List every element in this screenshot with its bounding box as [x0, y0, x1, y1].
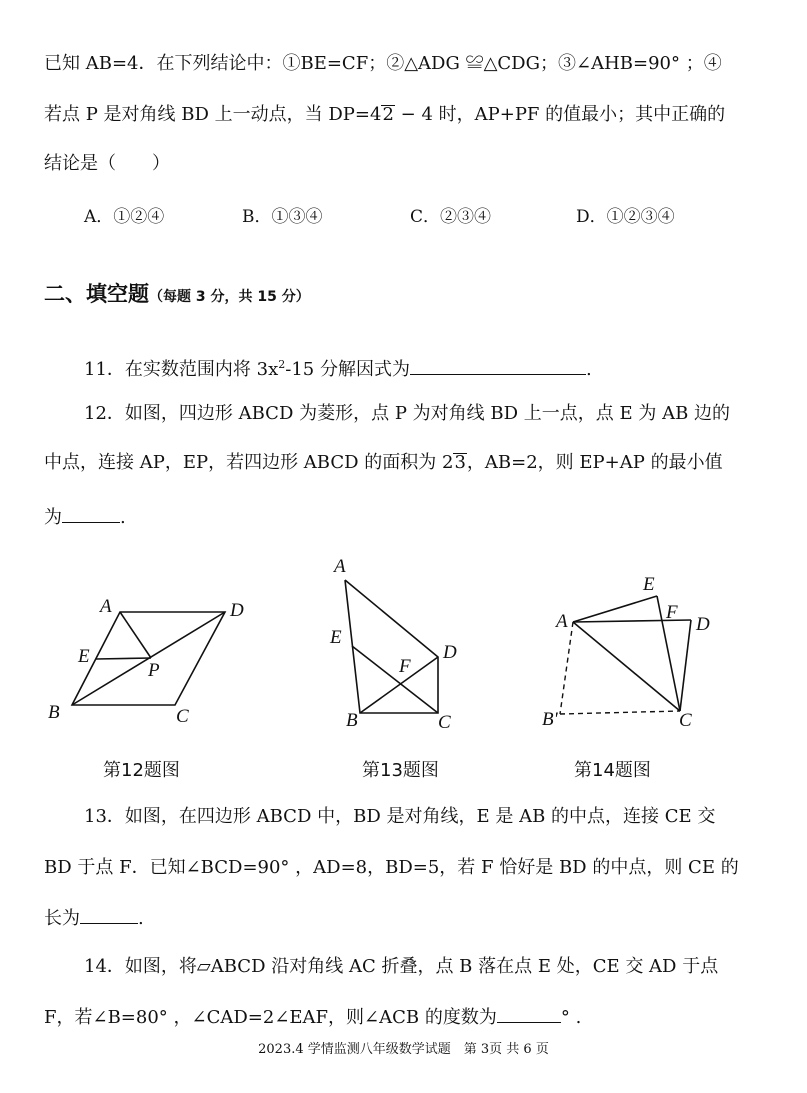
fig13-label-a: A: [334, 556, 346, 577]
figure-12: [72, 612, 225, 705]
page-footer: 2023.4 学情监测八年级数学试题 第 3页 共 6 页: [258, 1042, 549, 1057]
fig13-label-d: D: [443, 642, 457, 663]
caption-fig13: 第13题图: [362, 760, 439, 781]
q11-text-b: -15 分解因式为: [285, 359, 410, 380]
q12-answer-blank[interactable]: [62, 504, 120, 523]
q14-line2: [44, 1004, 581, 1030]
option-c[interactable]: C．②③④: [410, 207, 492, 227]
q13-line2: BD 于点 F．已知∠BCD=90° ，AD=8，BD=5，若 F 恰好是 BD 的中点，则 CE 的: [44, 857, 739, 878]
q10-line1: 已知 AB=4．在下列结论中：①BE=CF；②△ADG ≌△CDG；③∠AHB=90° ；④: [44, 53, 722, 74]
option-d[interactable]: D．①②③④: [576, 207, 675, 227]
fig12-label-b: B: [48, 702, 60, 723]
option-a[interactable]: A．①②④: [84, 207, 165, 227]
q13-line3: [44, 905, 144, 931]
q13-answer-blank[interactable]: [80, 905, 138, 924]
section-heading: [44, 278, 310, 308]
q14-line1: 14．如图，将▱ABCD 沿对角线 AC 折叠，点 B 落在点 E 处，CE 交 AD 于点: [84, 956, 719, 977]
q13-line3-text: 长为: [44, 908, 80, 929]
fig14-label-f: F: [666, 602, 678, 623]
fig12-label-e: E: [78, 646, 90, 667]
fig14-label-e: E: [643, 574, 655, 595]
q13-line1: 13．如图，在四边形 ABCD 中，BD 是对角线，E 是 AB 的中点，连接 CE 交: [84, 806, 716, 827]
caption-fig12: 第12题图: [103, 760, 180, 781]
q14-answer-blank[interactable]: [497, 1004, 561, 1023]
section-note: （每题 3 分，共 15 分）: [149, 289, 310, 305]
q11-superscript: 2: [278, 358, 286, 371]
fig13-label-f: F: [399, 656, 411, 677]
q10-line3: 结论是（ ）: [44, 153, 170, 174]
q10-line2-a: 若点 P 是对角线 BD 上一动点，当 DP=4: [44, 104, 382, 125]
q12-line3-text: 为: [44, 507, 62, 528]
q12-end: .: [120, 507, 126, 528]
q14-line2-text: F，若∠B=80° ，∠CAD=2∠EAF，则∠ACB 的度数为: [44, 1007, 497, 1028]
q10-line2-b: − 4 时，AP+PF 的值最小；其中正确的: [394, 104, 726, 125]
figures: [0, 540, 807, 750]
q12-sqrt-value: 3: [454, 452, 466, 473]
q11-line: [84, 353, 592, 382]
fig12-label-p: P: [148, 660, 160, 681]
fig12-label-a: A: [100, 596, 112, 617]
q10-line2: [44, 103, 725, 127]
q12-line2-a: 中点，连接 AP，EP，若四边形 ABCD 的面积为 2: [44, 452, 454, 473]
q13-end: .: [138, 908, 144, 929]
q12-line1: 12．如图，四边形 ABCD 为菱形，点 P 为对角线 BD 上一点，点 E 为 AB 边的: [84, 403, 731, 424]
q10-sqrt-value: 2: [382, 104, 394, 125]
q12-line3: [44, 504, 126, 530]
option-b[interactable]: B．①③④: [242, 207, 323, 227]
figure-13: [345, 580, 438, 713]
fig14-label-c: C: [679, 710, 692, 731]
q11-end: .: [585, 359, 592, 380]
fig12-label-c: C: [176, 706, 189, 727]
q14-end: ° .: [560, 1007, 582, 1028]
q12-line2: [44, 451, 723, 475]
fig13-label-e: E: [330, 627, 342, 648]
fig13-label-b: B: [346, 710, 358, 731]
fig13-label-c: C: [438, 712, 451, 733]
fig12-label-d: D: [230, 600, 244, 621]
q11-text-a: 11．在实数范围内将 3x: [84, 359, 279, 380]
fig14-label-a: A: [556, 611, 568, 632]
fig14-label-b-prime: B': [542, 709, 558, 730]
caption-fig14: 第14题图: [574, 760, 651, 781]
q11-answer-blank[interactable]: [410, 356, 586, 375]
q12-line2-b: ，AB=2，则 EP+AP 的最小值: [466, 452, 723, 473]
fig14-label-d: D: [696, 614, 710, 635]
section-title: 二、填空题: [44, 282, 149, 306]
